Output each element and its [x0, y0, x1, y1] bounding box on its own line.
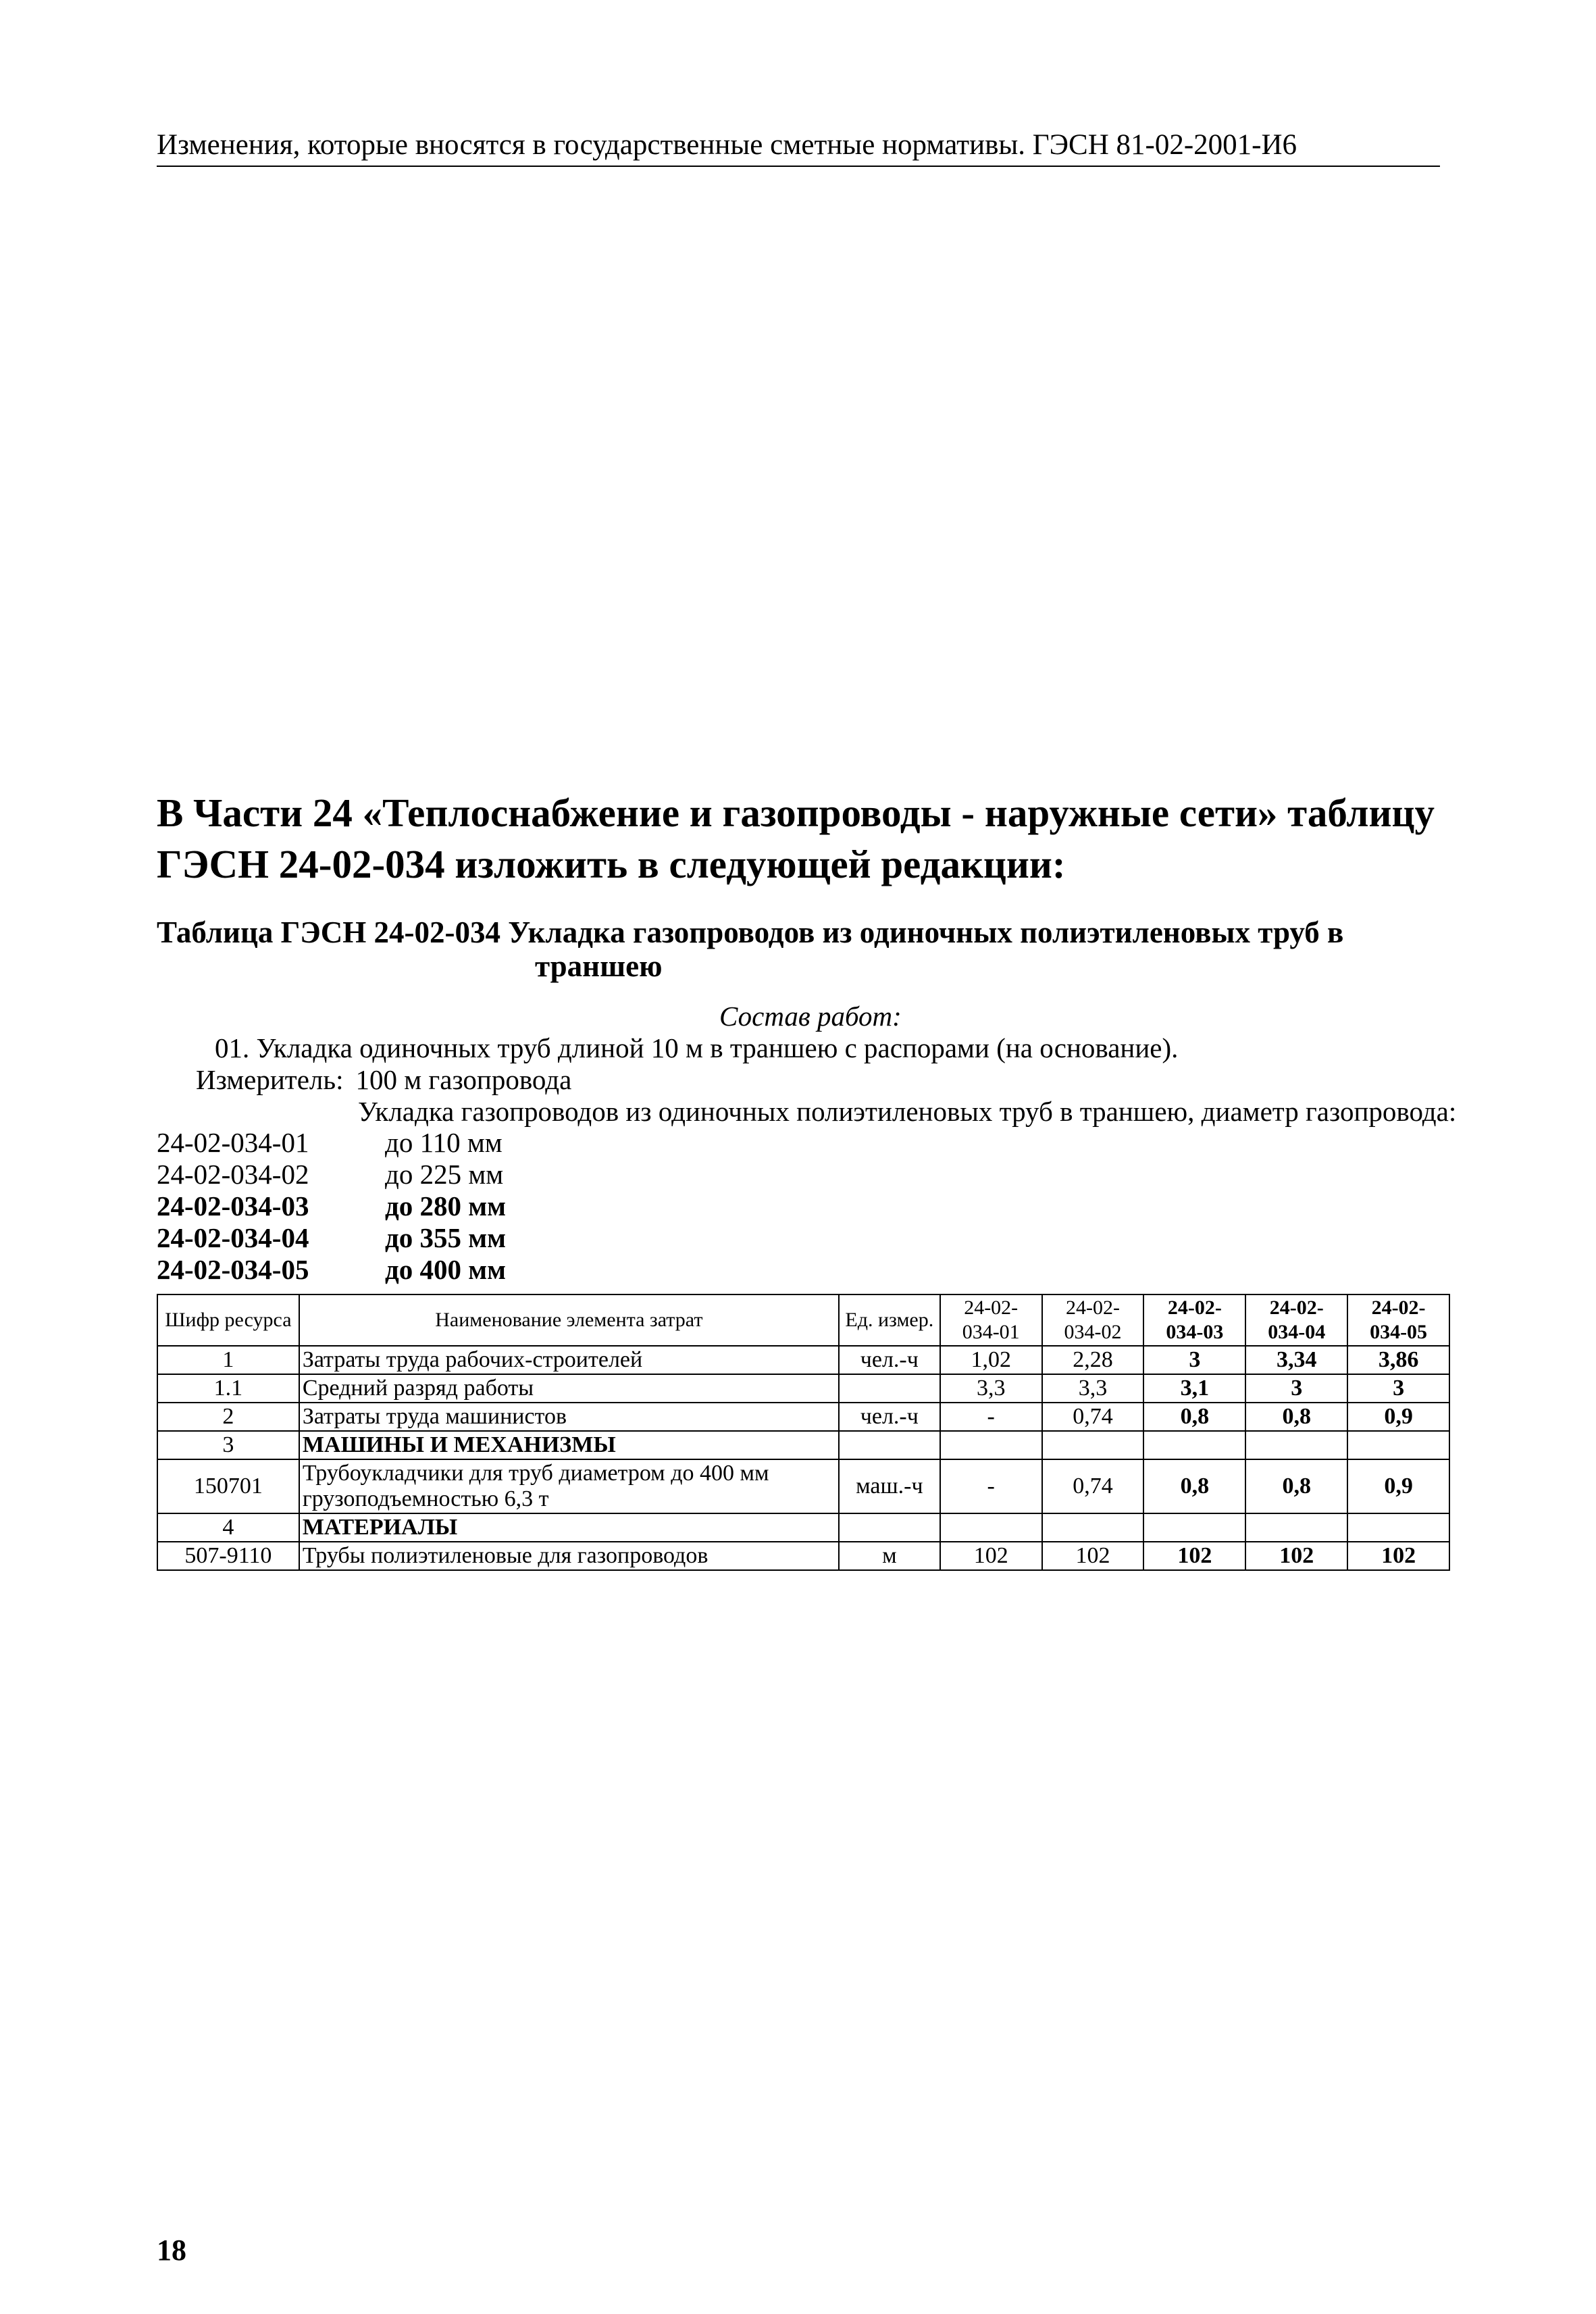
cell-section-name: МАШИНЫ И МЕХАНИЗМЫ	[299, 1431, 839, 1459]
norm-code-value: до 280 мм	[385, 1190, 507, 1222]
cell-value: 3	[1347, 1374, 1449, 1403]
cell-value: 0,74	[1042, 1403, 1144, 1431]
cell-code: 1.1	[157, 1374, 299, 1403]
header-unit: Ед. измер.	[839, 1294, 940, 1346]
header-col	[1042, 1294, 1144, 1346]
cell-code: 1	[157, 1346, 299, 1374]
cell-unit: чел.-ч	[839, 1403, 940, 1431]
header-col-l2: 034-01	[962, 1321, 1020, 1343]
cell-code: 3	[157, 1431, 299, 1459]
cell-value	[1042, 1431, 1144, 1459]
cell-value: 0,8	[1245, 1459, 1347, 1513]
cell-value	[1347, 1431, 1449, 1459]
table-title-line1: Таблица ГЭСН 24-02-034 Укладка газопроводов из одиночных полиэтиленовых труб в	[157, 915, 1344, 949]
cell-unit: чел.-ч	[839, 1346, 940, 1374]
cell-value: -	[940, 1459, 1042, 1513]
norm-code-row	[157, 1159, 506, 1190]
table-header-row	[157, 1294, 1449, 1346]
cell-name: Средний разряд работы	[299, 1374, 839, 1403]
header-col-l2: 034-05	[1370, 1321, 1428, 1343]
cell-value: 3	[1245, 1374, 1347, 1403]
table-row	[157, 1374, 1449, 1403]
cell-value	[1245, 1513, 1347, 1542]
header-col	[1143, 1294, 1245, 1346]
cell-value: 0,9	[1347, 1459, 1449, 1513]
cell-code: 507-9110	[157, 1542, 299, 1570]
cell-value: 0,8	[1143, 1403, 1245, 1431]
table-row	[157, 1459, 1449, 1513]
norm-code: 24-02-034-04	[157, 1222, 309, 1253]
header-col-l1: 24-02-	[1066, 1297, 1121, 1319]
cell-value: -	[940, 1403, 1042, 1431]
norm-code: 24-02-034-02	[157, 1159, 309, 1190]
norm-code-row	[157, 1127, 506, 1159]
table-title	[157, 915, 1443, 983]
cell-value: 3,86	[1347, 1346, 1449, 1374]
header-name: Наименование элемента затрат	[299, 1294, 839, 1346]
cell-value	[1245, 1431, 1347, 1459]
meter-value: 100 м газопровода	[355, 1064, 572, 1095]
meter-line	[196, 1063, 571, 1096]
page-number: 18	[157, 2234, 186, 2267]
norm-code: 24-02-034-05	[157, 1254, 309, 1285]
cell-value: 0,9	[1347, 1403, 1449, 1431]
cell-value: 3,3	[940, 1374, 1042, 1403]
header-col-l1: 24-02-	[1167, 1297, 1222, 1319]
header-col-l1: 24-02-	[964, 1297, 1019, 1319]
table-row	[157, 1403, 1449, 1431]
norm-code-list	[157, 1127, 506, 1286]
resource-cost-table	[157, 1294, 1450, 1571]
norm-code-value: до 110 мм	[385, 1127, 503, 1158]
table-row	[157, 1346, 1449, 1374]
norm-code-row	[157, 1190, 506, 1222]
cell-value	[940, 1431, 1042, 1459]
cell-value	[1042, 1513, 1144, 1542]
cell-unit: м	[839, 1542, 940, 1570]
cell-value: 3,34	[1245, 1346, 1347, 1374]
cell-code: 150701	[157, 1459, 299, 1513]
norm-description: Укладка газопроводов из одиночных полиэтиленовых труб в траншею, диаметр газопровода:	[358, 1096, 1457, 1127]
cell-section-name: МАТЕРИАЛЫ	[299, 1513, 839, 1542]
cell-name: Трубоукладчики для труб диаметром до 400 мм грузоподъемностью 6,3 т	[299, 1459, 839, 1513]
cell-value	[1143, 1431, 1245, 1459]
norm-code-value: до 355 мм	[385, 1222, 507, 1253]
norm-code-row	[157, 1222, 506, 1254]
cell-value: 0,8	[1143, 1459, 1245, 1513]
cell-unit: маш.-ч	[839, 1459, 940, 1513]
cell-name: Трубы полиэтиленовые для газопроводов	[299, 1542, 839, 1570]
cell-value: 102	[1143, 1542, 1245, 1570]
header-col-l1: 24-02-	[1269, 1297, 1324, 1319]
cell-value: 102	[1245, 1542, 1347, 1570]
cell-name: Затраты труда машинистов	[299, 1403, 839, 1431]
table-section-row	[157, 1513, 1449, 1542]
section-heading: В Части 24 «Теплоснабжение и газопроводы - наружные сети» таблицу ГЭСН 24-02-034 изложить в следующей редакции:	[157, 790, 1435, 886]
cell-unit	[839, 1431, 940, 1459]
cell-unit	[839, 1513, 940, 1542]
cell-value: 0,8	[1245, 1403, 1347, 1431]
header-code: Шифр ресурса	[157, 1294, 299, 1346]
norm-code-value: до 400 мм	[385, 1254, 507, 1285]
cell-value	[940, 1513, 1042, 1542]
cell-value: 0,74	[1042, 1459, 1144, 1513]
norm-code: 24-02-034-01	[157, 1127, 309, 1158]
cell-value: 2,28	[1042, 1346, 1144, 1374]
header-col	[940, 1294, 1042, 1346]
cell-value: 102	[1347, 1542, 1449, 1570]
table-title-line2: траншею	[535, 949, 663, 983]
cell-code: 2	[157, 1403, 299, 1431]
header-col	[1347, 1294, 1449, 1346]
cell-value: 3,1	[1143, 1374, 1245, 1403]
running-header: Изменения, которые вносятся в государственные сметные нормативы. ГЭСН 81-02-2001-И6	[157, 128, 1440, 167]
cell-value	[1347, 1513, 1449, 1542]
cell-name: Затраты труда рабочих-строителей	[299, 1346, 839, 1374]
work-item: 01. Укладка одиночных труб длиной 10 м в траншею с распорами (на основание).	[215, 1032, 1179, 1063]
header-col-l2: 034-02	[1064, 1321, 1122, 1343]
header-col-l1: 24-02-	[1371, 1297, 1426, 1319]
norm-code: 24-02-034-03	[157, 1190, 309, 1222]
header-col-l2: 034-04	[1268, 1321, 1326, 1343]
cell-value: 1,02	[940, 1346, 1042, 1374]
table-row	[157, 1542, 1449, 1570]
header-col-l2: 034-03	[1166, 1321, 1224, 1343]
cell-value: 102	[940, 1542, 1042, 1570]
cell-value: 102	[1042, 1542, 1144, 1570]
work-composition-title: Состав работ:	[719, 1001, 902, 1032]
cell-value	[1143, 1513, 1245, 1542]
cell-value: 3	[1143, 1346, 1245, 1374]
header-col	[1245, 1294, 1347, 1346]
norm-code-row	[157, 1254, 506, 1286]
table-section-row	[157, 1431, 1449, 1459]
norm-code-value: до 225 мм	[385, 1159, 504, 1190]
cell-unit	[839, 1374, 940, 1403]
cell-value: 3,3	[1042, 1374, 1144, 1403]
meter-label: Измеритель:	[196, 1064, 344, 1095]
cell-code: 4	[157, 1513, 299, 1542]
